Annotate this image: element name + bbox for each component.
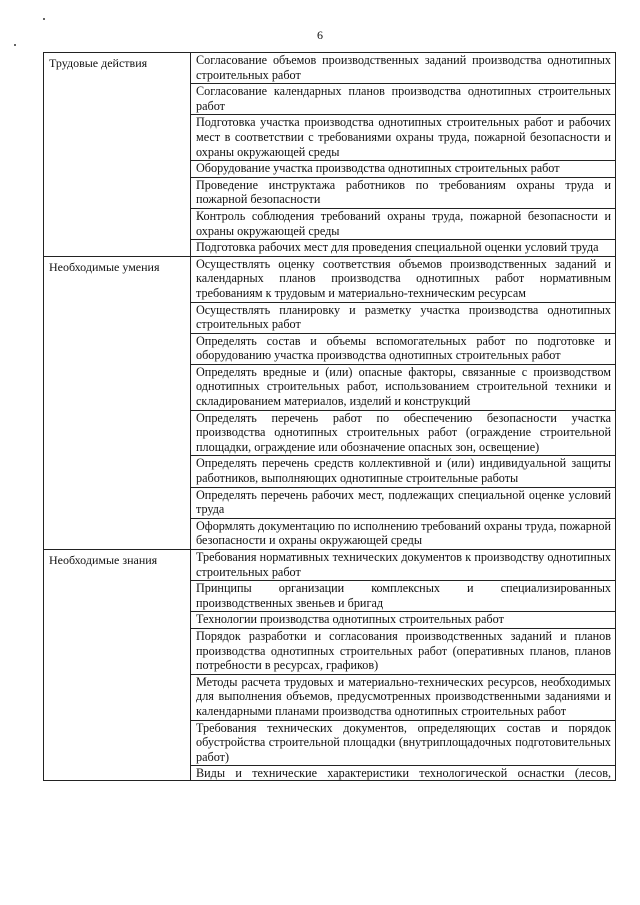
section-label: Необходимые знания [44,550,191,781]
list-item: Методы расчета трудовых и материально-технических ресурсов, необходимых для выполнения объемов, предусмотренных производственными заданиями и календарными планами производства однотипных строительных работ [191,675,615,721]
list-item: Требования технических документов, определяющих состав и порядок обустройства строительной площадки (внутриплощадочных подготовительных работ) [191,721,615,767]
list-item: Подготовка рабочих мест для проведения специальной оценки условий труда [196,240,599,255]
list-item: Принципы организации комплексных и специализированных производственных звеньев и бригад [191,581,615,612]
section-row-required-skills [44,256,616,549]
list-item: Определять перечень работ по обеспечению безопасности участка производства однотипных строительных работ (ограждение строительной площадки, ограждение или обозначение опасных зон, освещение) [191,411,615,457]
section-items [191,256,616,549]
list-item: Определять перечень средств коллективной и (или) индивидуальной защиты работников, выполняющих однотипные строительные работы [191,456,615,487]
list-item: Виды и технические характеристики технологической оснастки (лесов, [196,766,611,781]
list-item: Технологии производства однотипных строительных работ [191,612,615,629]
list-item: Согласование объемов производственных заданий производства однотипных строительных работ [191,53,615,84]
list-item: Осуществлять планировку и разметку участка производства однотипных строительных работ [191,303,615,334]
list-item: Определять состав и объемы вспомогательных работ по подготовке и оборудованию участка производства однотипных строительных работ [191,334,615,365]
list-item: Контроль соблюдения требований охраны труда, пожарной безопасности и охраны окружающей среды [191,209,615,240]
section-label: Необходимые умения [44,256,191,549]
section-label: Трудовые действия [44,53,191,257]
list-item: Определять вредные и (или) опасные факторы, связанные с производством однотипных строительных работ, использованием строительной техники и складированием материалов, изделий и конструкций [191,365,615,411]
list-item: Определять перечень рабочих мест, подлежащих специальной оценке условий труда [191,488,615,519]
page-number: 6 [317,28,323,42]
list-item: Осуществлять оценку соответствия объемов производственных заданий и календарных планов производства однотипных работ нормативным требованиям к трудовым и материально-техническим ресурсам [191,257,615,303]
list-item: Проведение инструктажа работников по требованиям охраны труда и пожарной безопасности [191,178,615,209]
section-row-labor-actions [44,53,616,257]
list-item: Оформлять документацию по исполнению требований охраны труда, пожарной безопасности и охраны окружающей среды [196,518,611,548]
list-item: Оборудование участка производства однотипных строительных работ [191,161,615,178]
list-item: Порядок разработки и согласования производственных заданий и планов производства однотипных строительных работ (оперативных планов, планов потребности в ресурсах, графиков) [191,629,615,675]
list-item: Подготовка участка производства однотипных строительных работ и рабочих мест в соответствии с требованиями охраны труда, пожарной безопасности и охраны окружающей среды [191,115,615,161]
section-row-required-knowledge [44,550,616,781]
scan-speck [14,44,16,46]
requirements-table [43,52,616,781]
list-item: Требования нормативных технических документов к производству однотипных строительных работ [191,550,615,581]
section-items [191,550,616,781]
scan-speck [43,18,45,20]
list-item: Согласование календарных планов производства однотипных строительных работ [191,84,615,115]
section-items [191,53,616,257]
